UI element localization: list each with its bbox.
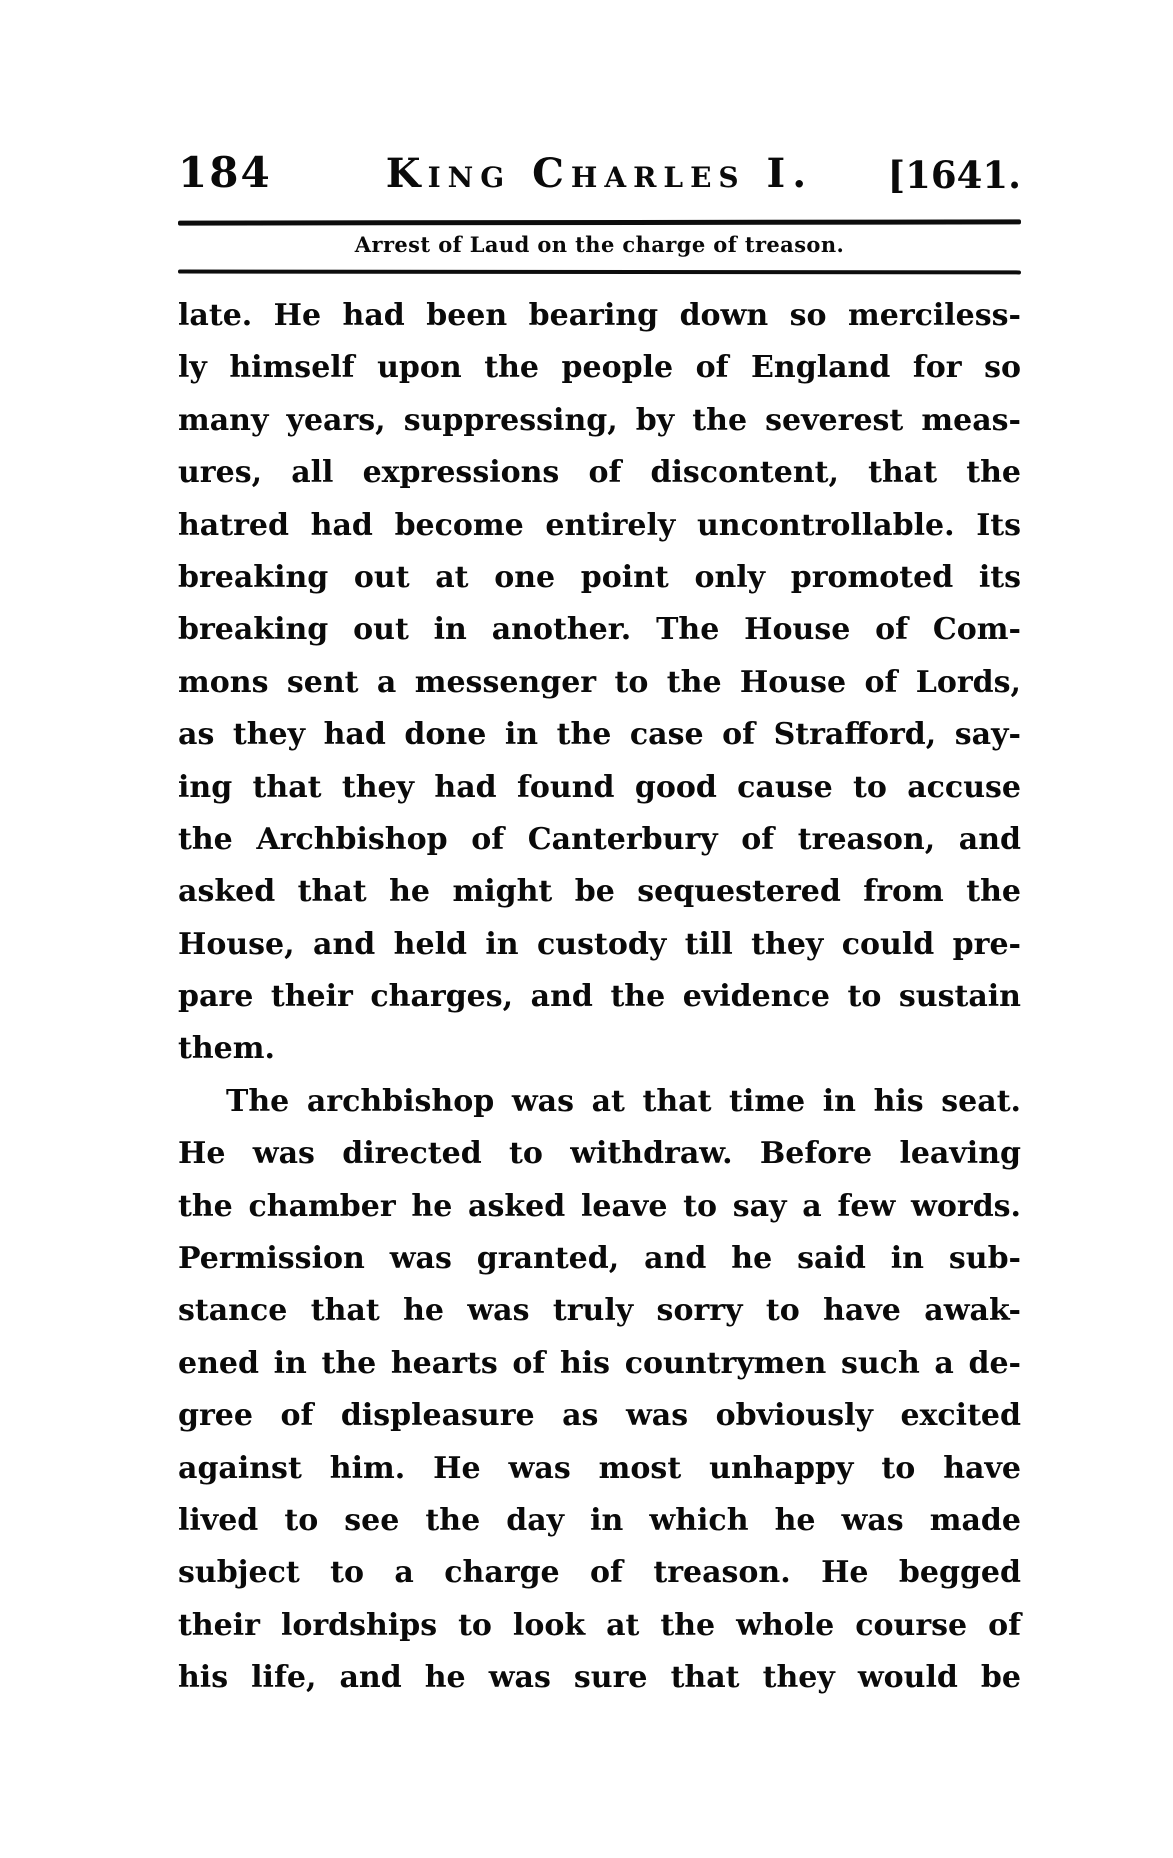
text-line: ing that they had found good cause to accuse	[178, 769, 1021, 805]
text-line: asked that he might be sequestered from the	[178, 874, 1021, 910]
text-line paragraph-start: The archbishop was at that time in his seat.	[226, 1083, 1021, 1119]
text-line: many years, suppressing, by the severest meas-	[178, 402, 1021, 438]
text-line: mons sent a messenger to the House of Lords,	[178, 664, 1021, 700]
text-line: House, and held in custody till they could pre-	[178, 926, 1021, 962]
text-line: ures, all expressions of discontent, that the	[178, 455, 1021, 491]
text-line: their lordships to look at the whole course of	[178, 1607, 1021, 1643]
text-line: the chamber he asked leave to say a few words.	[178, 1188, 1021, 1224]
running-header	[178, 146, 1021, 196]
text-line: subject to a charge of treason. He begged	[178, 1555, 1021, 1591]
text-line: ly himself upon the people of England for so	[178, 350, 1021, 386]
text-line: breaking out at one point only promoted its	[178, 559, 1021, 595]
text-line: against him. He was most unhappy to have	[178, 1450, 1021, 1486]
text-line: the Archbishop of Canterbury of treason, and	[178, 821, 1021, 857]
header-rule-bottom	[178, 270, 1021, 275]
text-line: He was directed to withdraw. Before leaving	[178, 1136, 1021, 1172]
text-line: hatred had become entirely uncontrollable. Its	[178, 507, 1021, 543]
text-line: gree of displeasure as was obviously excited	[178, 1398, 1021, 1434]
text-line: as they had done in the case of Strafford, say-	[178, 717, 1021, 753]
text-line: late. He had been bearing down so merciless-	[178, 298, 1021, 333]
text-line: stance that he was truly sorry to have awak-	[178, 1293, 1021, 1329]
text-line: his life, and he was sure that they would be	[178, 1660, 1021, 1696]
text-line: breaking out in another. The House of Com-	[178, 612, 1021, 648]
header-rule-top	[178, 219, 1021, 225]
text-line: Permission was granted, and he said in sub-	[178, 1241, 1021, 1277]
text-line paragraph-end: them.	[178, 1031, 275, 1067]
text-line: pare their charges, and the evidence to sustain	[178, 979, 1021, 1015]
section-heading: Arrest of Laud on the charge of treason.	[354, 232, 845, 257]
text-line: lived to see the day in which he was made	[178, 1502, 1021, 1538]
text-line: ened in the hearts of his countrymen such a de-	[178, 1345, 1021, 1381]
page-number: 184	[178, 148, 272, 197]
running-title: King Charles I.	[385, 150, 814, 197]
page-body	[178, 290, 1021, 1705]
year-marker: [1641.	[887, 153, 1021, 197]
